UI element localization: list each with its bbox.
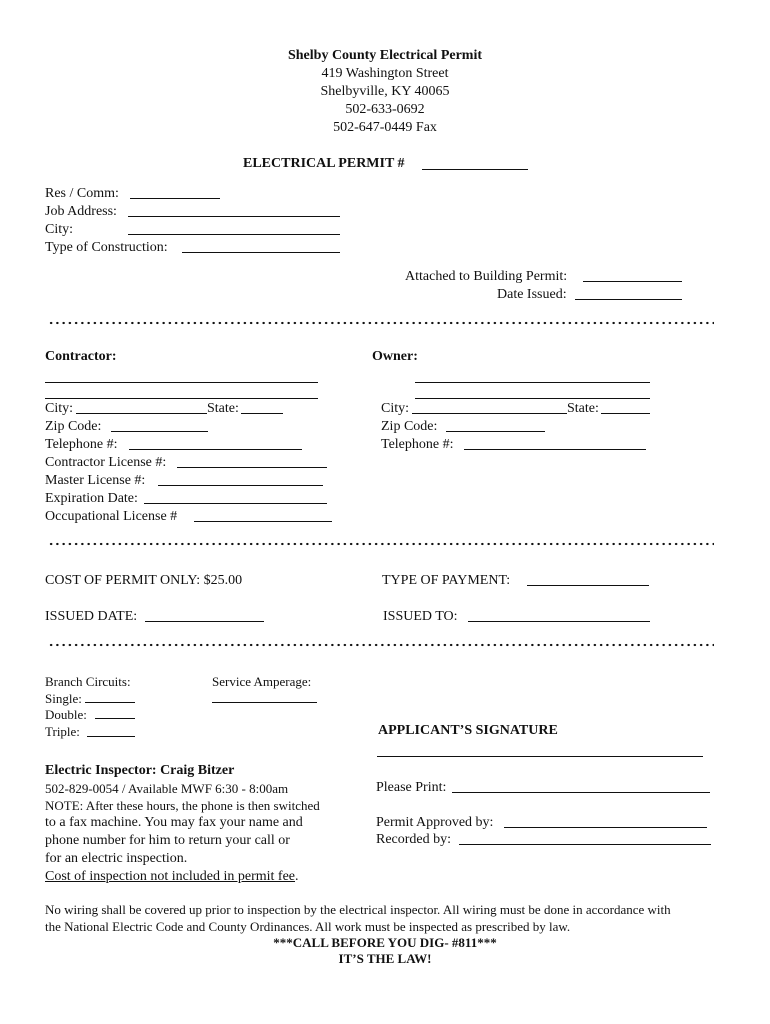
issued-date-label: ISSUED DATE: xyxy=(45,609,138,624)
double-field[interactable] xyxy=(95,718,135,719)
single-label: Single: xyxy=(45,691,82,706)
date-issued-label: Date Issued: xyxy=(497,287,567,302)
occupational-license-label: Occupational License # xyxy=(45,509,178,524)
owner-city-field[interactable] xyxy=(412,413,567,414)
owner-state-label: State: xyxy=(567,401,599,416)
inspector-note-line: for an electric inspection. xyxy=(45,851,188,866)
footer-notice-line: the National Electric Code and County Ordinances. All work must be inspected as prescribed by law. xyxy=(45,919,571,934)
office-fax: 502-647-0449 Fax xyxy=(333,120,437,135)
attached-permit-label: Attached to Building Permit: xyxy=(405,269,568,284)
inspector-note-line: to a fax machine. You may fax your name and xyxy=(45,815,303,830)
owner-city-label: City: xyxy=(381,401,410,416)
service-amperage-label: Service Amperage: xyxy=(212,674,312,689)
payment-type-label: TYPE OF PAYMENT: xyxy=(382,573,511,588)
inspector-heading: Electric Inspector: Craig Bitzer xyxy=(45,763,235,778)
branch-circuits-label: Branch Circuits: xyxy=(45,674,131,689)
triple-field[interactable] xyxy=(87,736,135,737)
attached-permit-field[interactable] xyxy=(583,281,682,282)
double-label: Double: xyxy=(45,707,87,722)
master-license-field[interactable] xyxy=(158,485,323,486)
contractor-license-label: Contractor License #: xyxy=(45,455,167,470)
permit-number-field[interactable] xyxy=(422,169,528,170)
dotted-divider xyxy=(48,642,714,648)
expiration-date-label: Expiration Date: xyxy=(45,491,138,506)
date-issued-field[interactable] xyxy=(575,299,682,300)
contractor-state-field[interactable] xyxy=(241,413,283,414)
job-address-field[interactable] xyxy=(128,216,340,217)
contractor-zip-field[interactable] xyxy=(111,431,208,432)
office-street: 419 Washington Street xyxy=(321,66,449,81)
contractor-telephone-field[interactable] xyxy=(129,449,302,450)
office-city: Shelbyville, KY 40065 xyxy=(320,84,450,99)
inspection-cost-period: . xyxy=(295,869,299,884)
contractor-city-label: City: xyxy=(45,401,74,416)
owner-heading: Owner: xyxy=(372,349,418,364)
issued-to-label: ISSUED TO: xyxy=(383,609,458,624)
owner-name-field[interactable] xyxy=(415,382,650,383)
construction-type-label: Type of Construction: xyxy=(45,240,168,255)
dotted-divider xyxy=(48,320,714,326)
office-phone: 502-633-0692 xyxy=(345,102,425,117)
inspector-contact: 502-829-0054 / Available MWF 6:30 - 8:00am xyxy=(45,781,289,796)
recorded-by-label: Recorded by: xyxy=(376,832,452,847)
inspection-cost-text: Cost of inspection not included in permit fee xyxy=(45,869,296,884)
applicant-signature-field[interactable] xyxy=(377,756,703,757)
applicant-signature-heading: APPLICANT’S SIGNATURE xyxy=(378,723,558,738)
footer-notice-line: No wiring shall be covered up prior to inspection by the electrical inspector. All wiring must be done in accordance with xyxy=(45,902,671,917)
job-city-field[interactable] xyxy=(128,234,340,235)
contractor-state-label: State: xyxy=(207,401,239,416)
triple-label: Triple: xyxy=(45,724,80,739)
issued-to-field[interactable] xyxy=(468,621,650,622)
res-comm-label: Res / Comm: xyxy=(45,186,119,201)
dotted-divider xyxy=(48,541,714,547)
contractor-license-field[interactable] xyxy=(177,467,327,468)
payment-type-field[interactable] xyxy=(527,585,649,586)
res-comm-field[interactable] xyxy=(130,198,220,199)
call-before-dig: ***CALL BEFORE YOU DIG- #811*** xyxy=(273,935,497,950)
job-address-label: Job Address: xyxy=(45,204,117,219)
please-print-label: Please Print: xyxy=(376,780,447,795)
form-title: Shelby County Electrical Permit xyxy=(287,48,483,63)
approved-by-field[interactable] xyxy=(504,827,707,828)
owner-telephone-label: Telephone #: xyxy=(381,437,454,452)
contractor-telephone-label: Telephone #: xyxy=(45,437,118,452)
construction-type-field[interactable] xyxy=(182,252,340,253)
contractor-city-field[interactable] xyxy=(76,413,207,414)
permit-cost: COST OF PERMIT ONLY: $25.00 xyxy=(45,573,243,588)
issued-date-field[interactable] xyxy=(145,621,264,622)
owner-zip-label: Zip Code: xyxy=(381,419,438,434)
job-city-label: City: xyxy=(45,222,74,237)
contractor-heading: Contractor: xyxy=(45,349,117,364)
master-license-label: Master License #: xyxy=(45,473,146,488)
its-the-law: IT’S THE LAW! xyxy=(338,951,432,966)
contractor-name-field[interactable] xyxy=(45,382,318,383)
owner-zip-field[interactable] xyxy=(446,431,545,432)
recorded-by-field[interactable] xyxy=(459,844,711,845)
single-field[interactable] xyxy=(85,702,135,703)
expiration-date-field[interactable] xyxy=(144,503,327,504)
owner-address-field[interactable] xyxy=(415,398,650,399)
owner-state-field[interactable] xyxy=(601,413,650,414)
contractor-address-field[interactable] xyxy=(45,398,318,399)
service-amperage-field[interactable] xyxy=(212,702,317,703)
inspector-note-line: NOTE: After these hours, the phone is then switched xyxy=(45,798,320,813)
owner-telephone-field[interactable] xyxy=(464,449,646,450)
inspector-note-line: phone number for him to return your call or xyxy=(45,833,290,848)
please-print-field[interactable] xyxy=(452,792,710,793)
occupational-license-field[interactable] xyxy=(194,521,332,522)
permit-number-label: ELECTRICAL PERMIT # xyxy=(243,156,405,171)
inspection-cost-note xyxy=(45,868,299,885)
approved-by-label: Permit Approved by: xyxy=(376,815,494,830)
contractor-zip-label: Zip Code: xyxy=(45,419,102,434)
